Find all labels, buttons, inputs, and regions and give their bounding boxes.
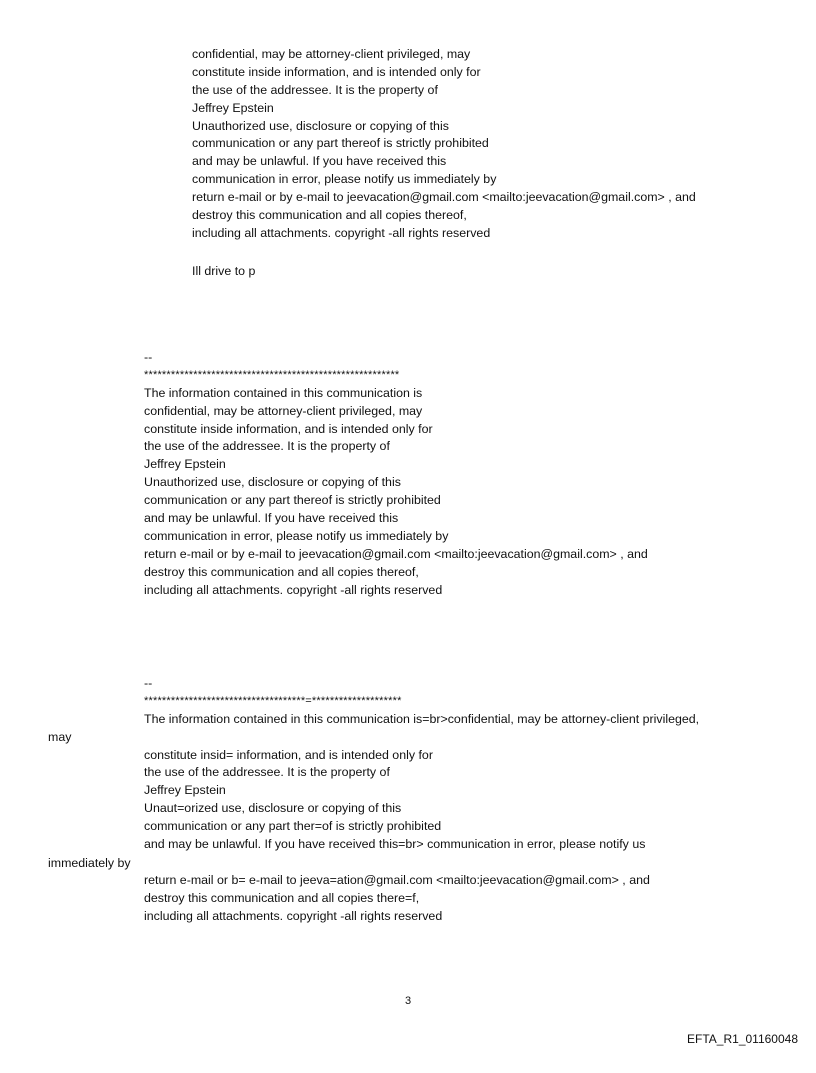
blank-line [144, 729, 699, 747]
signature-dashes: -- [144, 676, 153, 690]
text-line: and may be unlawful. If you have received this [144, 511, 399, 526]
asterisk-separator: ********************************************************* [144, 368, 400, 381]
text-line: the use of the addressee. It is the property of [144, 439, 390, 454]
text-line: and may be unlawful. If you have received this [192, 154, 447, 169]
text-line: communication or any part ther=of is strictly prohibited [144, 819, 442, 834]
document-id: EFTA_R1_01160048 [687, 1032, 798, 1046]
text-line: constitute insid= information, and is intended only for [144, 747, 433, 762]
message-text: Ill drive to p [192, 264, 256, 278]
message-trailer [192, 263, 255, 281]
text-line: including all attachments. copyright -all rights reserved [192, 225, 491, 240]
wrapped-text-fragment: immediately by [48, 856, 131, 870]
text-line: The information contained in this communication is [144, 385, 423, 400]
text-line: confidential, may be attorney-client privileged, may [144, 403, 423, 418]
asterisk-separator: ************************************=******************** [144, 694, 402, 707]
blank-line [144, 854, 699, 872]
disclaimer-block-3 [144, 675, 699, 925]
text-line: Jeffrey Epstein [144, 783, 226, 798]
signature-dashes: -- [144, 350, 153, 364]
text-line: confidential, may be attorney-client privileged, may [192, 47, 471, 61]
text-line: communication or any part thereof is strictly prohibited [192, 136, 489, 151]
text-line: return e-mail or by e-mail to jeevacation@gmail.com <mailto:jeevacation@gmail.com> , and [192, 190, 696, 205]
wrapped-text-fragment: may [48, 730, 72, 744]
text-line: destroy this communication and all copies there=f, [144, 890, 420, 905]
text-line: constitute inside information, and is intended only for [192, 64, 481, 79]
text-line: Unaut=orized use, disclosure or copying of this [144, 801, 402, 816]
text-line: Unauthorized use, disclosure or copying of this [144, 475, 401, 490]
text-line: constitute inside information, and is intended only for [144, 421, 433, 436]
text-line: the use of the addressee. It is the property of [192, 82, 438, 97]
text-line: communication or any part thereof is strictly prohibited [144, 493, 441, 508]
text-line: including all attachments. copyright -all rights reserved [144, 908, 443, 923]
text-line: destroy this communication and all copies thereof, [192, 208, 467, 223]
text-line: Unauthorized use, disclosure or copying of this [192, 118, 449, 133]
text-line: destroy this communication and all copies thereof, [144, 564, 419, 579]
disclaimer-block-1 [192, 46, 696, 243]
text-line: and may be unlawful. If you have received this=br> communication in error, please notify us [144, 837, 646, 852]
text-line: The information contained in this communication is=br>confidential, may be attorney-client privileged, [144, 711, 700, 726]
text-line: communication in error, please notify us immediately by [192, 172, 497, 187]
disclaimer-block-2 [144, 349, 648, 599]
text-line: including all attachments. copyright -all rights reserved [144, 582, 443, 597]
text-line: the use of the addressee. It is the property of [144, 765, 390, 780]
text-line: return e-mail or b= e-mail to jeeva=ation@gmail.com <mailto:jeevacation@gmail.com> , and [144, 872, 650, 887]
text-line: Jeffrey Epstein [192, 100, 274, 115]
text-line: Jeffrey Epstein [144, 457, 226, 472]
text-line: communication in error, please notify us immediately by [144, 528, 449, 543]
page-number: 3 [404, 995, 412, 1007]
text-line: return e-mail or by e-mail to jeevacation@gmail.com <mailto:jeevacation@gmail.com> , and [144, 546, 648, 561]
